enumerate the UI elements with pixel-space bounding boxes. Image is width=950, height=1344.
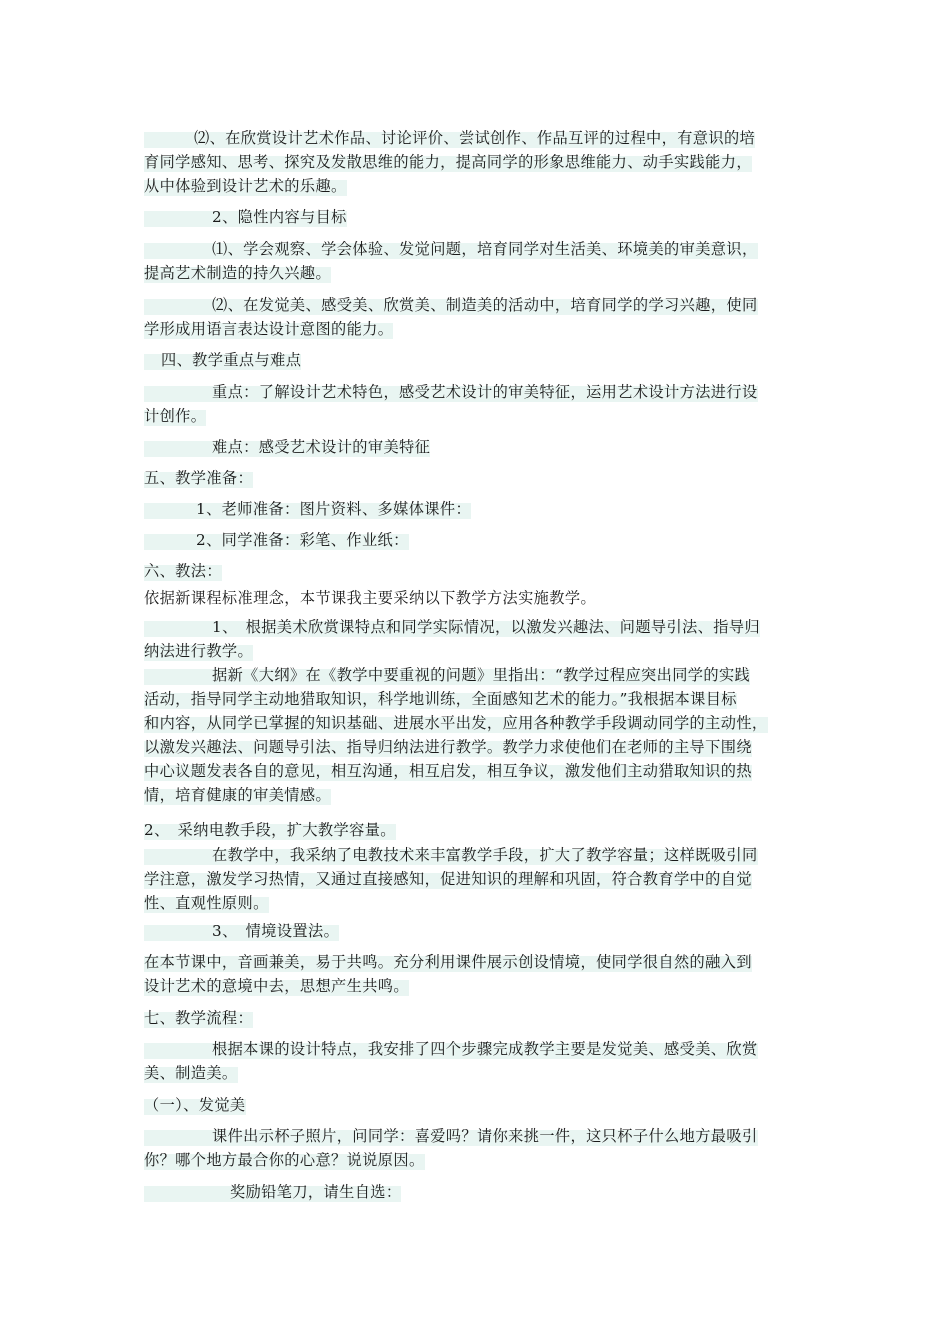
text-line-label: 2、隐性内容与目标: [212, 208, 347, 226]
text-line-label: 2、同学准备：彩笔、作业纸：: [196, 531, 409, 549]
text-line-content: [144, 977, 409, 996]
text-line: [144, 1008, 253, 1029]
text-line-label: 育同学感知、思考、探究及发散思维的能力，提高同学的形象思维能力、动手实践能力，: [144, 153, 752, 171]
text-line-content: [144, 1096, 246, 1115]
text-line: [144, 1126, 758, 1147]
text-line-label: 计创作。: [144, 407, 207, 425]
text-line: [144, 869, 752, 890]
text-line-label: 根据本课的设计特点，我安排了四个步骤完成教学主要是发觉美、感受美、欣赏: [212, 1040, 758, 1058]
text-line-label: 学形成用语言表达设计意图的能力。: [144, 320, 394, 338]
text-line: [144, 737, 752, 758]
text-line-content: [144, 846, 758, 865]
text-line-label: 从中体验到设计艺术的乐趣。: [144, 177, 347, 195]
text-line-content: [144, 1009, 254, 1028]
text-line-label: 和内容，从同学已掌握的知识基础、进展水平出发，应用各种教学手段调动同学的主动性，: [144, 714, 768, 732]
text-line: [144, 617, 760, 638]
text-line-content: [144, 438, 431, 457]
text-line: [144, 713, 768, 734]
text-line: [144, 893, 269, 914]
text-line-content: [144, 240, 758, 259]
text-line-content: [144, 320, 394, 339]
text-line-content: [144, 642, 254, 661]
text-line-content: [144, 786, 332, 805]
text-line: [144, 761, 752, 782]
text-line-label: 1、老师准备：图片资料、多媒体课件：: [196, 500, 472, 518]
text-line-label: 七、教学流程：: [144, 1009, 254, 1027]
text-line-label: 中心议题发表各自的意见，相互沟通，相互启发，相互争议，激发他们主动猎取知识的热: [144, 762, 752, 780]
text-line-label: 3、 情境设置法。: [212, 922, 340, 940]
text-line-label: 性、直观性原则。: [144, 894, 269, 912]
text-line-content: [144, 894, 269, 913]
text-line: [144, 406, 206, 427]
text-line: [144, 468, 253, 489]
text-line: [144, 499, 471, 520]
text-line-content: [144, 666, 751, 685]
text-line: [144, 437, 430, 458]
text-line: [144, 1039, 758, 1060]
text-line: [144, 785, 331, 806]
text-line-label: 以激发兴趣法、问题导引法、指导归纳法进行教学。教学力求使他们在老师的主导下围绕: [144, 738, 752, 756]
text-line-label: 设计艺术的意境中去，思想产生共鸣。: [144, 977, 409, 995]
text-line-content: [144, 714, 768, 733]
text-line: [144, 689, 737, 710]
text-line-content: [144, 1064, 238, 1083]
text-line-label: 据新《大纲》在《教学中要重视的问题》里指出：“教学过程应突出同学的实践: [212, 666, 751, 684]
text-line-content: [144, 1183, 402, 1202]
text-line-label: 奖励铅笔刀，请生自选：: [230, 1183, 402, 1201]
text-line-content: [144, 351, 302, 370]
text-line-content: [144, 738, 752, 757]
text-line-label: ⑴、学会观察、学会体验、发觉问题，培育同学对生活美、环境美的审美意识，: [212, 240, 758, 258]
text-line-content: [144, 589, 597, 611]
text-line-content: [144, 264, 332, 283]
text-line-content: [144, 618, 761, 637]
text-line-label: 五、教学准备：: [144, 469, 254, 487]
text-line: [144, 1063, 238, 1084]
text-line-content: [144, 296, 758, 315]
text-line-content: [144, 500, 472, 519]
text-line: [144, 152, 752, 173]
text-line: [144, 319, 393, 340]
text-line-label: 难点：感受艺术设计的审美特征: [212, 438, 431, 456]
text-line-label: （一）、发觉美: [144, 1096, 246, 1114]
text-line-content: [144, 562, 222, 581]
text-line: [144, 263, 331, 284]
text-line: [144, 1150, 425, 1171]
text-line-content: [144, 762, 752, 781]
text-line: [144, 641, 253, 662]
text-line-label: 依据新课程标准理念，本节课我主要采纳以下教学方法实施教学。: [144, 589, 597, 607]
text-line: [144, 176, 347, 197]
text-line-content: [144, 1151, 425, 1170]
text-line-content: [144, 690, 737, 709]
text-line-label: 六、教法：: [144, 562, 222, 580]
text-line-content: [144, 953, 752, 972]
text-line: [144, 845, 758, 866]
text-line: [144, 1095, 246, 1116]
text-line-label: 课件出示杯子照片，问同学：喜爱吗？请你来挑一件，这只杯子什么地方最吸引: [212, 1127, 758, 1145]
text-line: [144, 350, 301, 371]
text-line: [144, 589, 597, 613]
text-line: [144, 382, 758, 403]
text-line-label: 重点：了解设计艺术特色，感受艺术设计的审美特征，运用艺术设计方法进行设: [212, 383, 758, 401]
text-line-label: 四、教学重点与难点: [161, 351, 302, 369]
text-line-label: 学注意，激发学习热情，又通过直接感知，促进知识的理解和巩固，符合教育学中的自觉: [144, 870, 752, 888]
text-line-content: [144, 821, 396, 840]
text-line: [144, 295, 758, 316]
text-line-content: [144, 531, 409, 550]
text-line: [144, 820, 396, 841]
text-line-label: 2、 采纳电教手段，扩大教学容量。: [144, 821, 396, 839]
text-line-content: [144, 153, 752, 172]
text-line: [144, 665, 750, 686]
text-line-content: [144, 1127, 758, 1146]
text-line-content: [144, 129, 756, 148]
text-line-label: 美、制造美。: [144, 1064, 238, 1082]
text-line-content: [144, 383, 758, 402]
text-line-content: [144, 208, 347, 227]
text-line-label: 活动，指导同学主动地猎取知识，科学地训练，全面感知艺术的能力。”我根据本课目标: [144, 690, 737, 708]
text-line-label: 你？哪个地方最合你的心意？说说原因。: [144, 1151, 425, 1169]
text-line-content: [144, 177, 347, 196]
text-line: [144, 561, 222, 582]
text-line-label: ⑵、在欣赏设计艺术作品、讨论评价、尝试创作、作品互评的过程中，有意识的培: [194, 129, 756, 147]
text-line-label: ⑵、在发觉美、感受美、欣赏美、制造美的活动中，培育同学的学习兴趣，使同: [212, 296, 758, 314]
text-line: [144, 921, 339, 942]
text-line: [144, 530, 409, 551]
text-line: [144, 207, 347, 228]
text-line-label: 情，培育健康的审美情感。: [144, 786, 332, 804]
text-line-label: 提高艺术制造的持久兴趣。: [144, 264, 332, 282]
text-line-label: 1、 根据美术欣赏课特点和同学实际情况，以激发兴趣法、问题导引法、指导归: [212, 618, 761, 636]
text-line: [144, 952, 752, 973]
text-line-label: 纳法进行教学。: [144, 642, 254, 660]
text-line: [144, 1182, 401, 1203]
text-line: [144, 128, 755, 149]
text-line-content: [144, 922, 340, 941]
text-line: [144, 976, 409, 997]
text-line-label: 在本节课中，音画兼美，易于共鸣。充分利用课件展示创设情境，使同学很自然的融入到: [144, 953, 752, 971]
text-line-content: [144, 1040, 758, 1059]
text-line-content: [144, 469, 254, 488]
text-line-label: 在教学中，我采纳了电教技术来丰富教学手段，扩大了教学容量；这样既吸引同: [212, 846, 758, 864]
text-line-content: [144, 870, 752, 889]
text-line-content: [144, 407, 207, 426]
text-line: [144, 239, 758, 260]
